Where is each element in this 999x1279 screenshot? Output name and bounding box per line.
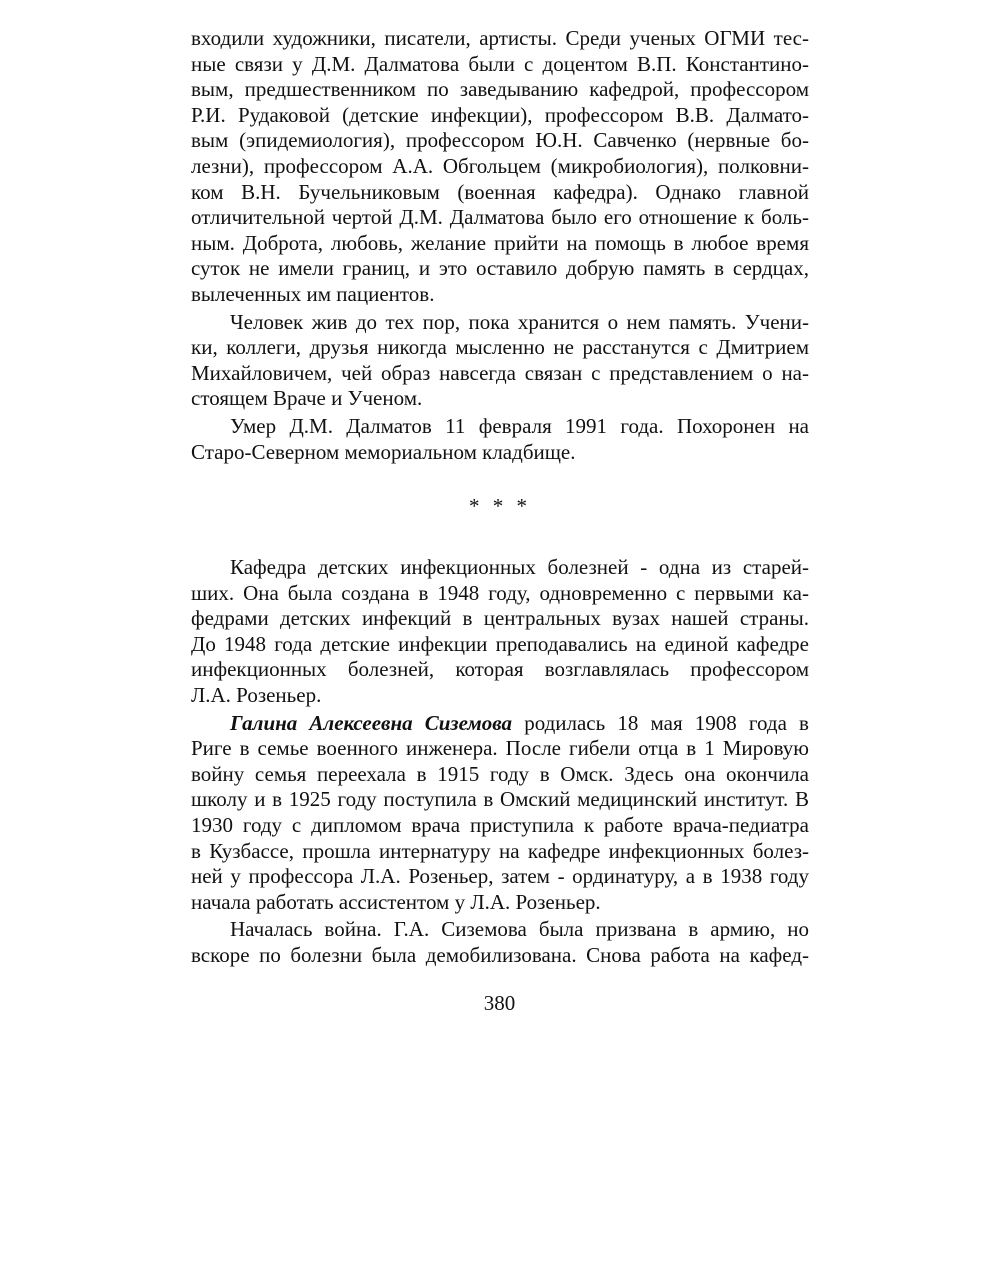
text-line: суток не имели границ, и это оставило добрую память в сердцах,: [191, 256, 809, 281]
text-line: федрами детских инфекций в центральных вузах нашей страны.: [191, 606, 809, 631]
text-line: в Кузбассе, прошла интернатуру на кафедре инфекционных болез-: [191, 838, 809, 863]
text-line: ные связи у Д.М. Далматова были с доцентом В.П. Константино-: [191, 51, 809, 76]
text-line: [191, 711, 809, 737]
text-fragment: родилась 18 мая 1908 года в: [512, 710, 809, 735]
text-line: 1930 году с дипломом врача приступила к работе врача-педиатра: [191, 813, 809, 838]
paragraph-war: [191, 917, 809, 968]
text-line: вым, предшественником по заведыванию кафедрой, профессором: [191, 77, 809, 102]
text-line: ком В.Н. Бучельниковым (военная кафедра). Однако главной: [191, 179, 809, 204]
text-line: ней у профессора Л.А. Розеньер, затем - ординатуру, а в 1938 году: [191, 864, 809, 889]
text-line: Р.И. Рудаковой (детские инфекции), профессором В.В. Далмато-: [191, 102, 809, 127]
text-line: Л.А. Розеньер.: [191, 683, 322, 708]
text-line: Человек жив до тех пор, пока хранится о нем память. Учени-: [230, 309, 809, 334]
text-line: стоящем Враче и Ученом.: [191, 386, 423, 411]
text-line: ших. Она была создана в 1948 году, одновременно с первыми ка-: [191, 580, 809, 605]
person-name: Галина Алексеевна Сиземова: [230, 710, 513, 735]
text-line: Риге в семье военного инженера. После гибели отца в 1 Мировую: [191, 736, 809, 761]
text-line: отличительной чертой Д.М. Далматова было его отношение к боль-: [191, 205, 809, 230]
section-separator: * * *: [469, 494, 531, 519]
text-line: ки, коллеги, друзья никогда мысленно не расстанутся с Дмитрием: [191, 335, 809, 360]
paragraph-memory: [191, 310, 809, 412]
text-line: До 1948 года детские инфекции преподавались на единой кафедре: [191, 631, 809, 656]
paragraph-department-history: [191, 555, 809, 709]
text-line: Кафедра детских инфекционных болезней - одна из старей-: [230, 555, 809, 580]
text-line: Михайловичем, чей образ навсегда связан с представлением о на-: [191, 360, 809, 385]
text-line: начала работать ассистентом у Л.А. Розеньер.: [191, 889, 601, 914]
text-line: Умер Д.М. Далматов 11 февраля 1991 года. Похоронен на: [230, 413, 809, 438]
paragraph-daлматов-colleagues: [191, 26, 809, 308]
text-line: инфекционных болезней, которая возглавлялась профессором: [191, 657, 809, 682]
text-line: входили художники, писатели, артисты. Среди ученых ОГМИ тес-: [191, 26, 809, 50]
text-line: войну семья переехала в 1915 году в Омск. Здесь она окончила: [191, 761, 809, 786]
text-line: вым (эпидемиология), профессором Ю.Н. Савченко (нервные бо-: [191, 128, 809, 153]
paragraph-sizemova-biography: [191, 711, 809, 916]
text-line: ным. Доброта, любовь, желание прийти на помощь в любое время: [191, 230, 809, 255]
text-line: вскоре по болезни была демобилизована. Снова работа на кафед-: [191, 943, 809, 967]
page-number: 380: [483, 991, 516, 1015]
text-line: лезни), профессором А.А. Обгольцем (микробиология), полковни-: [191, 153, 809, 178]
text-line: Старо-Северном мемориальном кладбище.: [191, 439, 576, 464]
page-body: [191, 26, 809, 969]
paragraph-death: [191, 414, 809, 465]
text-line: Началась война. Г.А. Сиземова была призвана в армию, но: [230, 917, 809, 942]
text-line: вылеченных им пациентов.: [191, 281, 435, 306]
text-line: школу и в 1925 году поступила в Омский медицинский институт. В: [191, 787, 809, 812]
